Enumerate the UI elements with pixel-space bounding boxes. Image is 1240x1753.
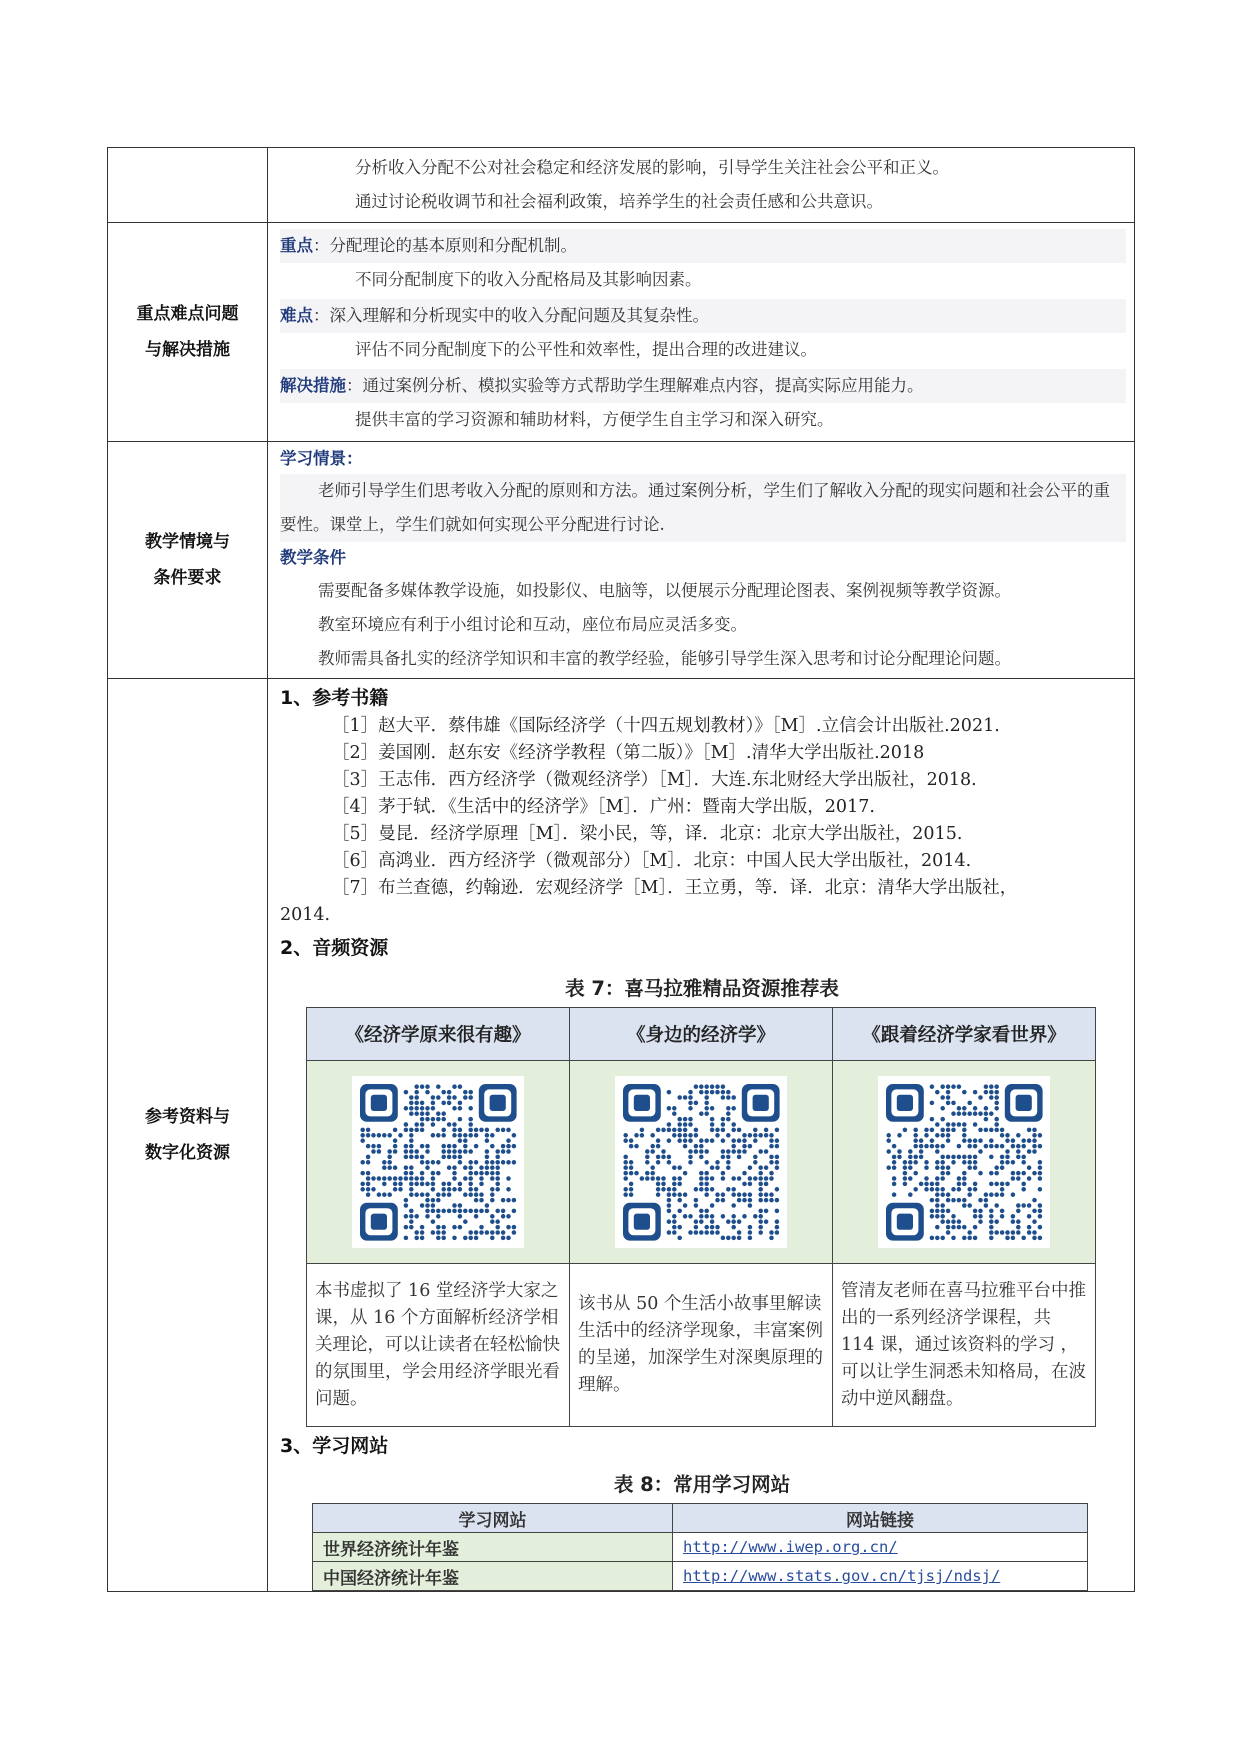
reference-item: ［1］赵大平．蔡伟雄《国际经济学（十四五规划教材）》［M］.立信会计出版社.2021. [332,716,1000,736]
label-line: 与解决措施 [145,340,230,360]
row-moral-goals [108,148,1135,223]
row-situation [108,442,1135,679]
table8-caption: 表 8：常用学习网站 [613,1473,791,1496]
focus-line [280,229,1126,263]
condition-line: 教师需具备扎实的经济学知识和丰富的教学经验，能够引导学生深入思考和讨论分配理论问题。 [318,649,1011,668]
scene-title: 学习情景： [280,449,363,468]
scene-text: 老师引导学生们思考收入分配的原则和方法。通过案例分析，学生们了解收入分配的现实问题和社会公平的重要性。课堂上，学生们就如何实现公平分配进行讨论. [280,474,1126,542]
audio-section-title: 2、音频资源 [280,937,389,959]
site-header-link: 网站链接 [673,1504,1088,1533]
site-link-cell [673,1562,1088,1591]
conditions-title: 教学条件 [280,548,346,567]
audio-book-desc: 管清友老师在喜马拉雅平台中推出的一系列经济学课程，共 114 课，通过该资料的学习 ，可以让学生洞悉未知格局，在波动中逆风翻盘。 [833,1264,1096,1427]
audio-book-title: 《身边的经济学》 [570,1008,833,1061]
reference-item: ［3］王志伟．西方经济学（微观经济学）［M］．大连.东北财经大学出版社，2018. [332,770,977,790]
site-name: 中国经济统计年鉴 [313,1562,673,1591]
audio-book-desc: 本书虚拟了 16 堂经济学大家之课，从 16 个方面解析经济学相关理论，可以让读者在轻松愉快的氛围里，学会用经济学眼光看问题。 [307,1264,570,1427]
reference-item: ［4］茅于轼．《生活中的经济学》［M］．广州：暨南大学出版，2017. [332,797,875,817]
site-name: 世界经济统计年鉴 [313,1533,673,1562]
situation-label [108,442,268,679]
condition-line: 教室环境应有利于小组讨论和互动，座位布局应灵活多变。 [318,615,747,634]
label-line: 条件要求 [153,568,222,588]
difficulty-text: ：深入理解和分析现实中的收入分配问题及其复杂性。 [313,306,709,325]
site-link[interactable]: http://www.iwep.org.cn/ [683,1538,898,1556]
qr-code[interactable] [615,1076,787,1248]
label-empty [108,148,268,223]
web-section-title: 3、学习网站 [280,1435,389,1457]
focus-line-2: 不同分配制度下的收入分配格局及其影响因素。 [355,270,702,289]
difficulty-keyword: 难点 [280,306,313,325]
qr-cell [833,1061,1096,1264]
label-line: 重点难点问题 [136,304,239,324]
reference-item: ［7］布兰查德，约翰逊．宏观经济学［M］．王立勇，等．译．北京：清华大学出版社， [332,878,1018,898]
goal-line: 分析收入分配不公对社会稳定和经济发展的影响，引导学生关注社会公平和正义。 [355,158,949,177]
difficulty-line-2: 评估不同分配制度下的公平性和效率性，提出合理的改进建议。 [355,340,817,359]
qr-cell [570,1061,833,1264]
row-resources [108,679,1135,1592]
audio-book-title: 《跟着经济学家看世界》 [833,1008,1096,1061]
audio-book-title: 《经济学原来很有趣》 [307,1008,570,1061]
label-line: 参考资料与 [145,1107,230,1127]
condition-line: 需要配备多媒体教学设施，如投影仪、电脑等，以便展示分配理论图表、案例视频等教学资源。 [318,581,1011,600]
audio-resources-table [306,1007,1096,1427]
solution-text: ：通过案例分析、模拟实验等方式帮助学生理解难点内容，提高实际应用能力。 [346,376,924,395]
label-line: 数字化资源 [145,1143,230,1163]
label-line: 教学情境与 [145,532,230,552]
qr-code[interactable] [352,1076,524,1248]
solution-keyword: 解决措施 [280,376,346,395]
solution-line [280,369,1126,403]
reference-item: ［5］曼昆．经济学原理［M］．梁小民，等，译．北京：北京大学出版社，2015. [332,824,963,844]
focus-keyword: 重点 [280,236,313,255]
reference-item: ［2］姜国刚．赵东安《经济学教程（第二版）》［M］.清华大学出版社.2018 [332,743,925,763]
moral-goals-cell [268,148,1135,223]
websites-table [312,1503,1088,1591]
site-link[interactable]: http://www.stats.gov.cn/tjsj/ndsj/ [683,1567,1001,1585]
situation-cell [268,442,1135,679]
key-points-cell [268,223,1135,442]
row-key-points [108,223,1135,442]
table7-caption: 表 7：喜马拉雅精品资源推荐表 [565,977,839,1000]
reference-item: ［6］高鸿业．西方经济学（微观部分）［M］．北京：中国人民大学出版社，2014. [332,851,972,871]
goal-line: 通过讨论税收调节和社会福利政策，培养学生的社会责任感和公共意识。 [355,192,883,211]
books-section-title: 1、参考书籍 [280,687,389,709]
site-header-name: 学习网站 [313,1504,673,1533]
solution-line-2: 提供丰富的学习资源和辅助材料，方便学生自主学习和深入研究。 [355,410,834,429]
reference-item-cont: 2014. [280,905,331,925]
focus-text: ：分配理论的基本原则和分配机制。 [313,236,577,255]
difficulty-line [280,299,1126,333]
site-link-cell [673,1533,1088,1562]
resources-cell [268,679,1135,1592]
key-points-label [108,223,268,442]
qr-cell [307,1061,570,1264]
audio-book-desc: 该书从 50 个生活小故事里解读生活中的经济学现象，丰富案例的呈递，加深学生对深奥原理的理解。 [570,1264,833,1427]
qr-code[interactable] [878,1076,1050,1248]
resources-label [108,679,268,1592]
